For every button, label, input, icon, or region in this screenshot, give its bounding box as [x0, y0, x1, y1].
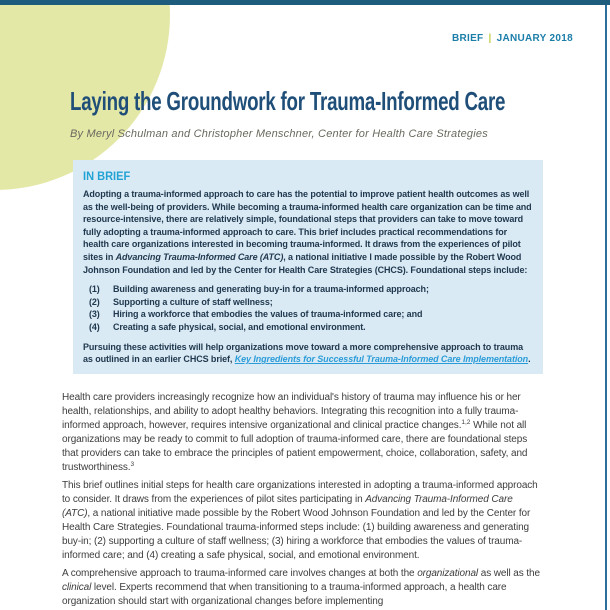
text-segment: level. Experts recommend that when transitioning to a trauma-informed approach, a health care organization should start with organizational changes before implementing: [62, 582, 507, 607]
page-title: Laying the Groundwork for Trauma-Informed Care: [70, 86, 506, 116]
list-item-text: Supporting a culture of staff wellness;: [113, 296, 273, 307]
text-segment: Advancing Trauma-Informed Care (ATC): [62, 494, 513, 519]
text-segment: , a national initiative made possible by the Robert Wood Johnson Foundation and led by the Center for Health Care Strategies. Foundational trauma-informed steps include: (1) building awareness and generating buy-in; (2) supporting a culture of staff wellness; (3) hiring a workforce that embodies the values of trauma-informed care; and (4) creating a safe physical, social, and emotional environment.: [62, 508, 531, 561]
brief-label: BRIEF: [451, 33, 484, 44]
list-item-text: Hiring a workforce that embodies the values of trauma-informed care; and: [113, 309, 423, 320]
body-paragraph: [62, 391, 541, 475]
in-brief-intro: [83, 188, 533, 276]
text-segment: A comprehensive approach to trauma-informed care involves changes at both the: [62, 568, 418, 579]
body-paragraph: [62, 479, 541, 563]
text-segment: clinical: [62, 582, 92, 593]
text-segment: Adopting a trauma-informed approach to care has the potential to improve patient health outcomes as well as the well-being of providers. While becoming a trauma-informed health care organization can be time and resource-intensive, there are relatively simple, foundational steps that providers can take to move toward fully adopting a trauma-informed approach to care. This brief includes practical recommendations for health care organizations interested in becoming trauma-informed. It draws from the experiences of pilot sites in: [83, 189, 532, 262]
in-brief-steps-list: [89, 283, 533, 333]
in-brief-box: [73, 160, 543, 374]
text-segment: This brief outlines initial steps for health care organizations interested in adopting a trauma-informed approach to consider. It draws from the experiences of pilot sites participating in: [62, 480, 538, 505]
list-item: [89, 321, 533, 334]
list-item-number: (1): [89, 284, 100, 295]
body-paragraph: [62, 567, 541, 609]
text-segment: Advancing Trauma-Informed Care (ATC): [115, 251, 284, 262]
list-item: [89, 283, 533, 296]
top-accent-bar: [0, 0, 610, 5]
in-brief-heading: IN BRIEF: [83, 169, 131, 183]
header-meta: [452, 33, 573, 44]
text-segment: 3: [130, 461, 135, 468]
list-item-number: (4): [89, 321, 100, 332]
byline: By Meryl Schulman and Christopher Menschner, Center for Health Care Strategies: [70, 128, 488, 140]
header-date: JANUARY 2018: [496, 33, 573, 44]
list-item-text: Building awareness and generating buy-in for a trauma-informed approach;: [113, 284, 429, 295]
list-item: [89, 308, 533, 321]
right-edge-rule: [605, 5, 607, 610]
list-item: [89, 296, 533, 309]
body-text: [62, 391, 541, 610]
list-item-text: Creating a safe physical, social, and emotional environment.: [113, 321, 366, 332]
list-item-number: (2): [89, 296, 100, 307]
text-segment: , a national initiative l made possible by the Robert Wood Johnson Foundation and led by the Center for Health Care Strategies (CHCS). Foundational steps include:: [83, 251, 528, 275]
header-separator: |: [488, 33, 492, 44]
list-item-number: (3): [89, 309, 100, 320]
text-segment: 1,2: [461, 419, 471, 426]
text-segment: as well as the: [478, 568, 540, 579]
text-segment: Health care providers increasingly recognize how an individual's history of trauma may influence his or her health, relationships, and ability to adopt healthy behaviors. Integrating this recognition into a fully trauma-informed approach, however, requires intensive organizational and clinical practice changes.: [62, 392, 521, 431]
text-segment: organizational: [417, 568, 479, 579]
text-segment: Pursuing these activities will help organizations move toward a more comprehensive approach to trauma as outlined in an earlier CHCS brief,: [83, 341, 524, 365]
text-segment: While not all organizations may be ready to commit to full adoption of trauma-informed care, there are foundational steps that providers can take to embrace the principles of patient empowerment, choice, collaboration, safety, and trustworthiness.: [62, 420, 528, 473]
inline-link[interactable]: Key Ingredients for Successful Trauma-Informed Care Implementation: [234, 354, 529, 365]
in-brief-closing: [83, 341, 533, 366]
text-segment: .: [528, 354, 531, 365]
